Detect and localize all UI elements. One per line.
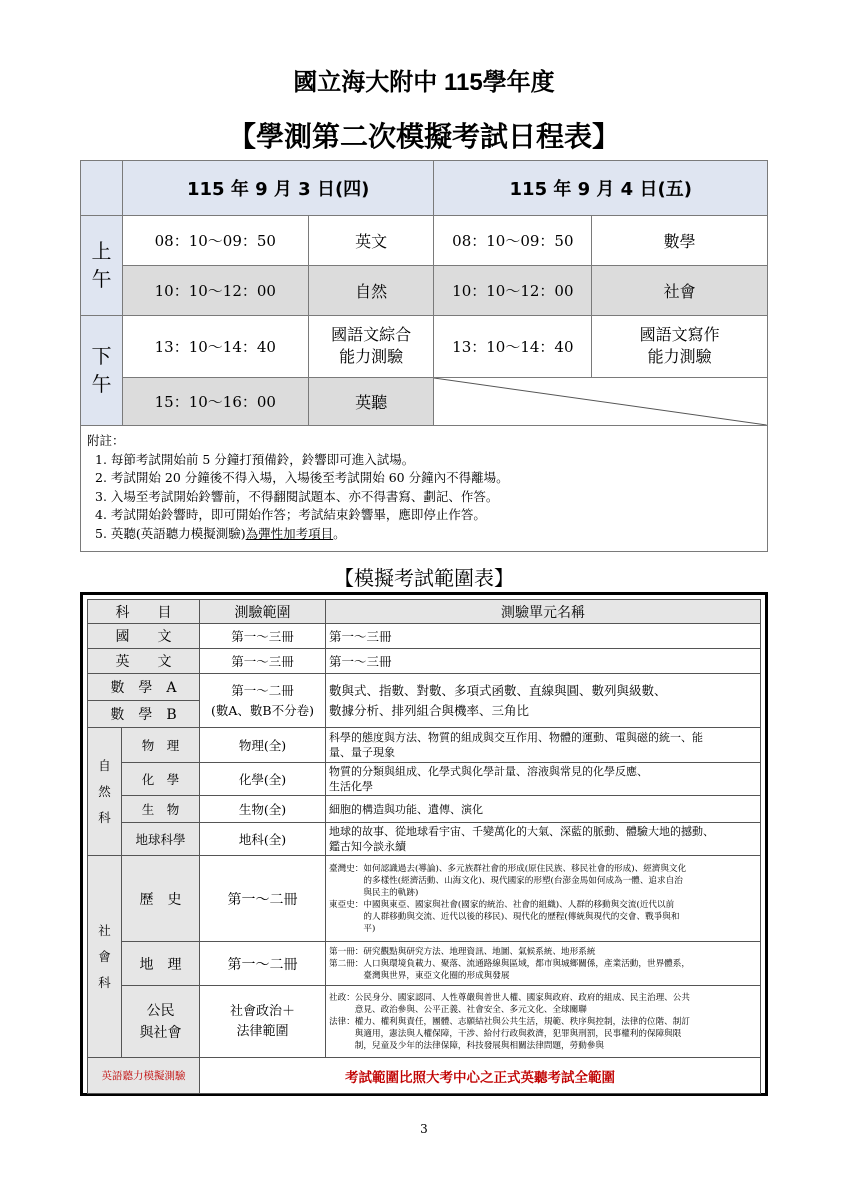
scope-frame [80,592,768,1096]
subject-math-b: 數 學 B [88,701,200,728]
note-item: 2. 考試開始 20 分鐘後不得入場，入場後至考試開始 60 分鐘內不得離場。 [95,470,509,485]
range-chinese: 第一～三冊 [200,624,326,649]
subject-biology: 生 物 [122,796,200,823]
subject-cell: 英文 [308,216,434,266]
schedule-title: 【學測第二次模擬考試日程表】 [227,121,620,152]
range-chemistry: 化學(全) [200,763,326,796]
units-geography: 第一冊：研究觀點與研究方法、地理資訊、地圖、氣候系統、地形系統 第二冊：人口與環境負載力、聚落、流通路線與區域，都市與城鄉關係，產業活動，世界體系， 臺灣與世界，東亞文化圈的形成與發展 [326,942,761,986]
units-english: 第一～三冊 [326,649,761,674]
units-earth-science: 地球的故事、從地球看宇宙、千變萬化的大氣、深藍的脈動、體驗大地的撼動、 鑑古知今談永續 [326,823,761,856]
subject-earth-science: 地球科學 [122,823,200,856]
units-chemistry: 物質的分類與組成、化學式與化學計量、溶液與常見的化學反應、 生活化學 [326,763,761,796]
note-item: 4. 考試開始鈴響時，即可開始作答；考試結束鈴響畢，應即停止作答。 [95,507,486,522]
scope-title: 【模擬考試範圍表】 [334,568,514,590]
subject-cell: 國語文綜合 能力測驗 [308,316,434,378]
subject-civics: 公民 與社會 [122,986,200,1058]
time-slot: 10：10～12：00 [434,266,592,316]
header-units: 測驗單元名稱 [326,600,761,624]
subject-physics: 物 理 [122,728,200,763]
time-slot: 08：10～09：50 [434,216,592,266]
notes-block [81,426,768,552]
units-biology: 細胞的構造與功能、遺傳、演化 [326,796,761,823]
range-math: 第一～二冊 (數A、數B不分卷) [200,674,326,728]
range-english: 第一～三冊 [200,649,326,674]
page-number: 3 [420,1122,428,1136]
range-earth-science: 地科(全) [200,823,326,856]
subject-math-a: 數 學 A [88,674,200,701]
time-slot: 08：10～09：50 [122,216,308,266]
empty-slot-diagonal [434,378,768,426]
range-history: 第一～二冊 [200,856,326,942]
header-range: 測驗範圍 [200,600,326,624]
subject-english: 英 文 [88,649,200,674]
day2-header: 115 年 9 月 4 日(五) [434,161,768,216]
subject-chemistry: 化 學 [122,763,200,796]
header-subject: 科 目 [88,600,200,624]
units-history: 臺灣史：如何認識過去(導論)、多元族群社會的形成(原住民族、移民社會的形成)、經濟與文化 的多樣性(經濟活動、山海文化)、現代國家的形塑(台澎金馬如何成為一體、追求自治 與民主的軌跡) 東亞史：中國與東亞、國家與社會(國家的統治、社會的組織)、人群的移動與交流(近代以前 的人群移動與交流、近代以後的移民)、現代化的歷程(傳統與現代的交會、戰爭與和 平) [326,856,761,942]
subject-cell: 國語文寫作 能力測驗 [592,316,768,378]
listening-scope-note: 考試範圍比照大考中心之正式英聽考試全範圍 [200,1058,761,1094]
social-group-label: 社 會 科 [88,856,122,1058]
note-item: 5. 英聽(英語聽力模擬測驗)為彈性加考項目。 [95,525,346,541]
subject-cell: 數學 [592,216,768,266]
range-physics: 物理(全) [200,728,326,763]
units-math: 數與式、指數、對數、多項式函數、直線與圓、數列與級數、 數據分析、排列組合與機率、三角比 [326,674,761,728]
note-underline: 為彈性加考項目 [245,525,334,541]
exam-scope-table [87,599,761,1094]
range-geography: 第一～二冊 [200,942,326,986]
subject-chinese: 國 文 [88,624,200,649]
subject-geography: 地 理 [122,942,200,986]
exam-schedule-table [80,160,768,552]
subject-cell: 社會 [592,266,768,316]
corner-cell [81,161,123,216]
time-slot: 15：10～16：00 [122,378,308,426]
time-slot: 13：10～14：40 [122,316,308,378]
time-slot: 10：10～12：00 [122,266,308,316]
range-biology: 生物(全) [200,796,326,823]
subject-listening: 英語聽力模擬測驗 [88,1058,200,1094]
units-chinese: 第一～三冊 [326,624,761,649]
note-item: 3. 入場至考試開始鈴響前，不得翻閱試題本、亦不得書寫、劃記、作答。 [95,488,499,504]
subject-cell: 自然 [308,266,434,316]
morning-label: 上 午 [81,216,123,316]
science-group-label: 自 然 科 [88,728,122,856]
note-item: 1. 每節考試開始前 5 分鐘打預備鈴，鈴響即可進入試場。 [95,451,415,467]
afternoon-label: 下 午 [81,316,123,426]
units-civics: 社政：公民身分、國家認同、人性尊嚴與普世人權、國家與政府、政府的組成、民主治理、公共 意見、政治參與、公平正義、社會安全、多元文化、全球關聯 法律：權力、權利與責任，團體、志願結社與公共生活，規範、秩序與控制，法律的位階、制訂 與適用，憲法與人權保障，干涉、給付行政與救濟，犯罪與刑罰，民事權利的保障與限 制，兒童及少年的法律保障，科技發展與相關法律問題，勞動參與 [326,986,761,1058]
school-title: 國立海大附中 115學年度 [293,69,555,96]
day1-header: 115 年 9 月 3 日(四) [122,161,434,216]
time-slot: 13：10～14：40 [434,316,592,378]
subject-cell: 英聽 [308,378,434,426]
range-civics: 社會政治＋ 法律範圍 [200,986,326,1058]
units-physics: 科學的態度與方法、物質的組成與交互作用、物體的運動、電與磁的統一、能 量、量子現象 [326,728,761,763]
notes-title: 附註： [87,433,125,448]
subject-history: 歷 史 [122,856,200,942]
